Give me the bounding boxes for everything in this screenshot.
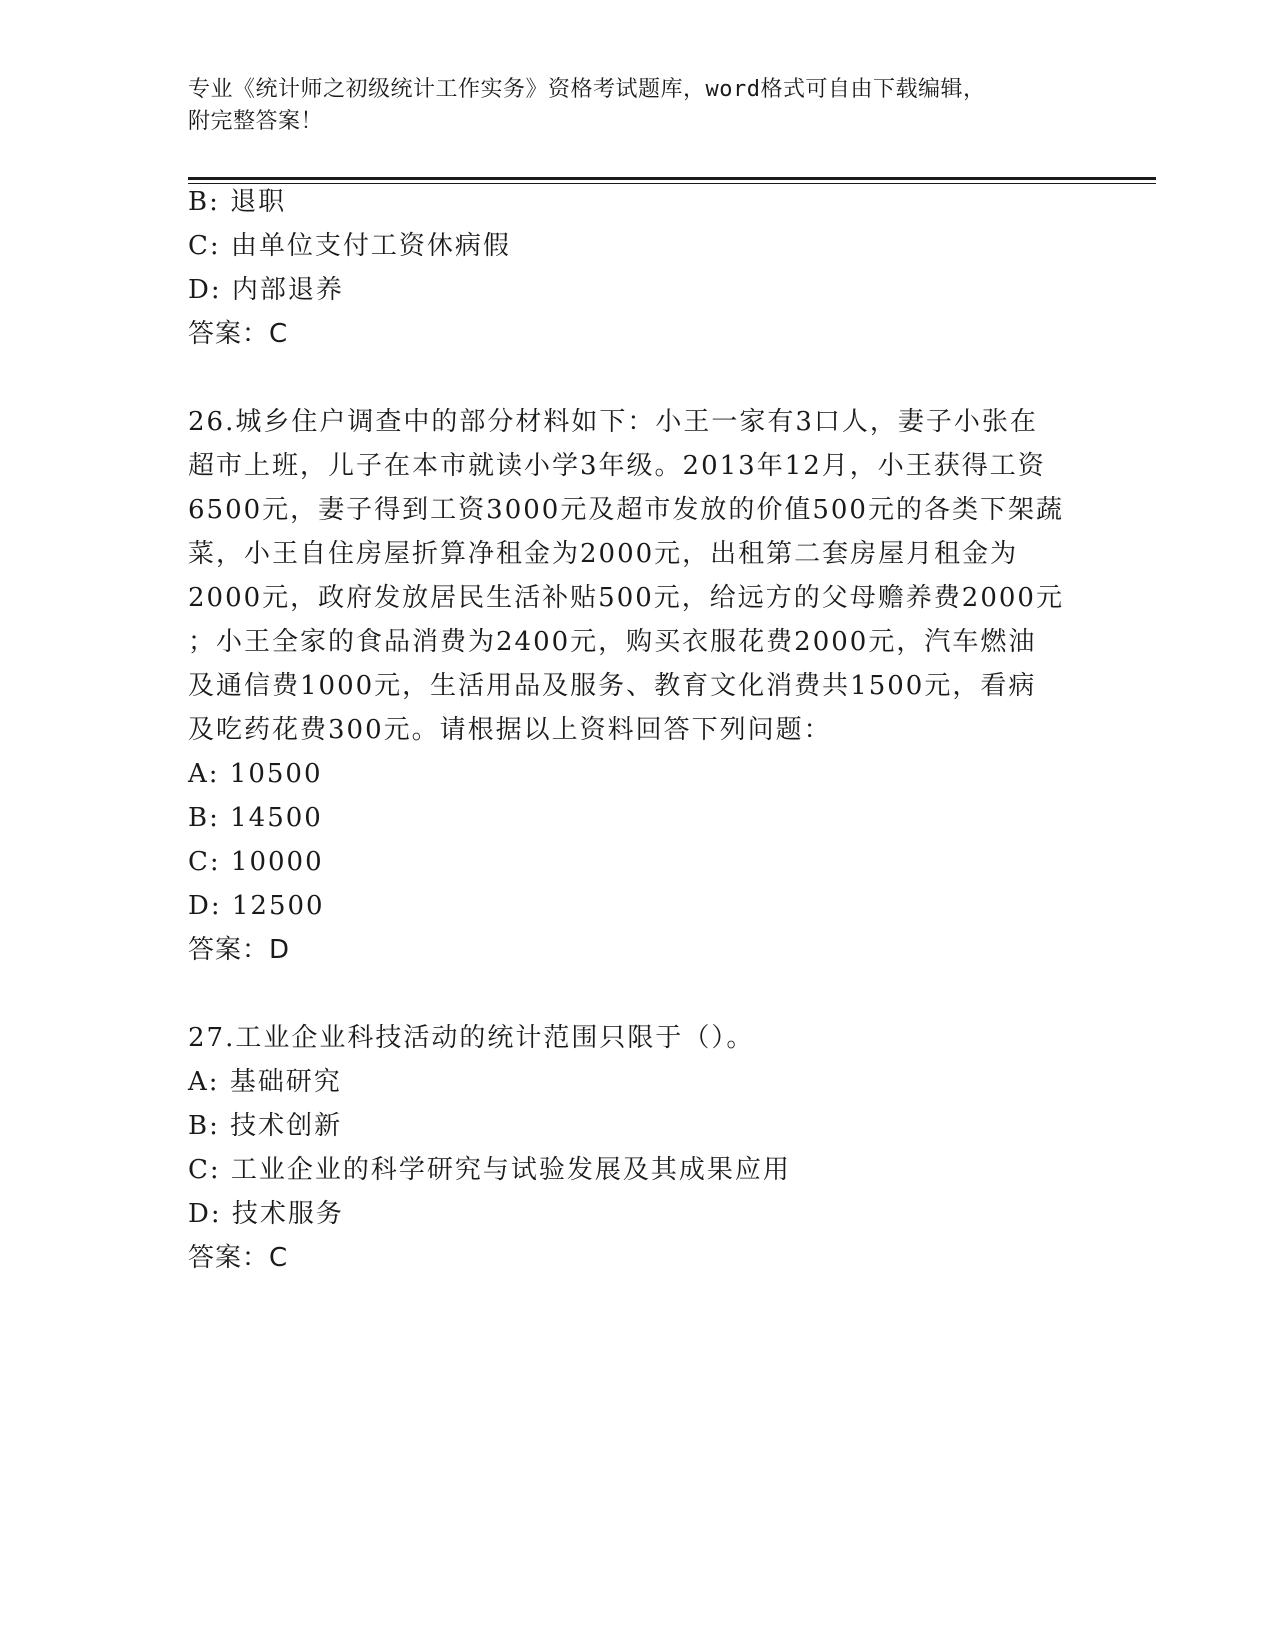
q27-stem: 27.工业企业科技活动的统计范围只限于（）。: [188, 1023, 755, 1053]
q27-option-c: C: 工业企业的科学研究与试验发展及其成果应用: [188, 1155, 791, 1185]
q26-stem-line-6: ；小王全家的食品消费为2400元，购买衣服花费2000元，汽车燃油: [188, 627, 1037, 657]
q27-option-a: A: 基础研究: [188, 1067, 342, 1097]
q26-stem-line-4: 菜，小王自住房屋折算净租金为2000元，出租第二套房屋月租金为: [188, 539, 1019, 569]
q26-answer: 答案：D: [188, 935, 291, 965]
q26-stem-line-8: 及吃药花费300元。请根据以上资料回答下列问题：: [188, 715, 832, 745]
header-line-2: 附完整答案！: [188, 109, 324, 134]
q26-stem-line-3: 6500元，妻子得到工资3000元及超市发放的价值500元的各类下架蔬: [188, 495, 1064, 525]
q27-option-b: B: 技术创新: [188, 1111, 343, 1141]
q26-option-b: B: 14500: [188, 803, 323, 833]
q26-stem-line-2: 超市上班，儿子在本市就读小学3年级。2013年12月，小王获得工资: [188, 451, 1046, 481]
q27-answer: 答案：C: [188, 1243, 289, 1273]
q26-stem-line-5: 2000元，政府发放居民生活补贴500元，给远方的父母赡养费2000元: [188, 583, 1064, 613]
q26-option-d: D: 12500: [188, 891, 325, 921]
q26-stem-line-1: 26.城乡住户调查中的部分材料如下：小王一家有3口人，妻子小张在: [188, 407, 1038, 437]
q26-stem-line-7: 及通信费1000元，生活用品及服务、教育文化消费共1500元，看病: [188, 671, 1037, 701]
q26-option-c: C: 10000: [188, 847, 324, 877]
q26-option-a: A: 10500: [188, 759, 323, 789]
q25-option-b: B: 退职: [188, 187, 287, 217]
q27-option-d: D: 技术服务: [188, 1199, 344, 1229]
header-line-1: 专业《统计师之初级统计工作实务》资格考试题库，word格式可自由下载编辑，: [188, 77, 986, 102]
document-header: [188, 74, 1068, 138]
header-divider-thin: [188, 183, 1156, 184]
q25-answer: 答案：C: [188, 319, 289, 349]
q25-option-d: D: 内部退养: [188, 275, 344, 305]
q25-option-c: C: 由单位支付工资休病假: [188, 231, 511, 261]
header-divider-thick: [188, 177, 1156, 180]
